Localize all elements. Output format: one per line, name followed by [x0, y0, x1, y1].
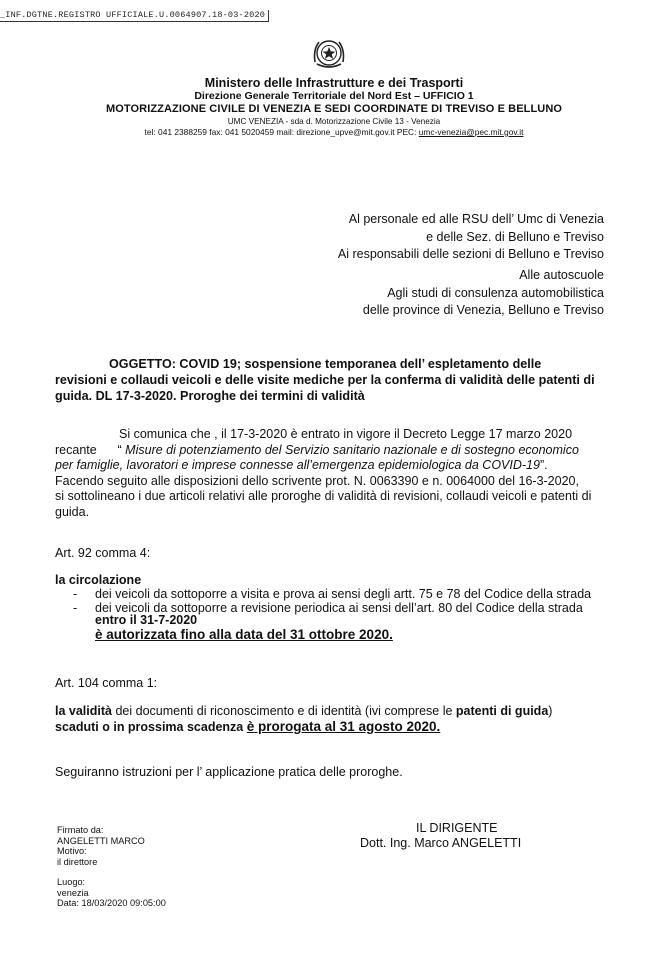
- recipients-group-1: [338, 211, 604, 264]
- subject: [55, 356, 615, 404]
- list-item-text: dei veicoli da sottoporre a revisione periodica ai sensi dell’art. 80 del Codice della strada: [95, 601, 583, 615]
- circolazione-title: la circolazione: [55, 573, 142, 587]
- place-label: Luogo:: [57, 877, 86, 887]
- header-direction: Direzione Generale Territoriale del Nord Est – UFFICIO 1: [194, 90, 474, 102]
- intro-line: [55, 458, 610, 474]
- validity-label: la validità: [55, 704, 112, 718]
- scaduti-text: scaduti o in prossima scadenza: [55, 720, 247, 734]
- contacts-text: tel: 041 2388259 fax: 041 5020459 mail: direzione_upve@mit.gov.it PEC:: [144, 127, 419, 137]
- italian-republic-emblem-icon: [311, 36, 347, 70]
- signature-date: Data: 18/03/2020 09:05:00: [57, 898, 166, 908]
- bullet-dash: -: [73, 587, 78, 601]
- protocol-stamp: _INF.DGTNE.REGISTRO UFFICIALE.U.0064907.18-03-2020: [0, 10, 269, 22]
- header-motorizzazione: MOTORIZZAZIONE CIVILE DI VENEZIA E SEDI COORDINATE DI TREVISO E BELLUNO: [105, 103, 563, 115]
- recipient-line: Agli studi di consulenza automobilistica: [387, 285, 604, 300]
- validity-line: [55, 703, 615, 719]
- pec-link[interactable]: umc-venezia@pec.mit.gov.it: [418, 127, 524, 137]
- decree-title: Misure di potenziamento del Servizio sanitario nazionale e di sostegno economico: [125, 442, 579, 457]
- patenti-label: patenti di guida: [455, 704, 549, 718]
- reason-value: il direttore: [57, 856, 98, 867]
- subject-line: OGGETTO: COVID 19; sospensione temporanea dell’ espletamento delle: [109, 357, 542, 371]
- recipient-line: Alle autoscuole: [519, 268, 604, 282]
- header-contacts: [0, 127, 668, 137]
- header-ministry: Ministero delle Infrastrutture e dei Trasporti: [204, 76, 464, 90]
- validity-paragraph: [55, 703, 615, 735]
- recipient-line: Al personale ed alle RSU dell’ Umc di Venezia: [348, 212, 604, 226]
- validity-line: [55, 719, 615, 735]
- bullet-dash: -: [73, 601, 78, 615]
- subject-line: revisioni e collaudi veicoli e delle visite mediche per la conferma di validità delle patenti di: [55, 373, 595, 387]
- validity-text: dei documenti di riconoscimento e di identità (ivi comprese le: [111, 704, 456, 718]
- list-item-text: dei veicoli da sottoporre a visita e prova ai sensi degli artt. 75 e 78 del Codice della strada: [95, 587, 592, 601]
- intro-line: [55, 443, 610, 459]
- validity-text: ): [548, 704, 553, 718]
- authorized-until: è autorizzata fino alla data del 31 ottobre 2020.: [95, 627, 393, 642]
- recipient-line: Ai responsabili delle sezioni di Belluno e Treviso: [337, 247, 604, 261]
- intro-paragraph: [55, 427, 610, 520]
- closing-sentence: Seguiranno istruzioni per l’ applicazione pratica delle proroghe.: [55, 765, 403, 779]
- digital-signature-block: [57, 825, 166, 909]
- recipient-line: e delle Sez. di Belluno e Treviso: [426, 229, 604, 244]
- intro-line: si sottolineano i due articoli relativi alle proroghe di validità di revisioni, collaudi veicoli e patenti di: [55, 489, 592, 503]
- deadline-entro: entro il 31-7-2020: [95, 613, 198, 627]
- intro-line: guida.: [55, 504, 90, 519]
- art104-heading: Art. 104 comma 1:: [55, 676, 158, 690]
- reason-label: Motivo:: [57, 846, 87, 856]
- header-address: UMC VENEZIA - sda d. Motorizzazione Civile 13 - Venezia: [227, 117, 441, 126]
- prorogata-text: è prorogata al 31 agosto 2020.: [246, 719, 441, 734]
- signature-title: IL DIRIGENTE: [416, 821, 498, 835]
- intro-line: Facendo seguito alle disposizioni dello scrivente prot. N. 0063390 e n. 0064000 del 16-3-2020,: [55, 473, 579, 488]
- signed-by-label: Firmato da:: [57, 825, 104, 835]
- decree-title-cont: per famiglie, lavoratori e imprese connesse all’emergenza epidemiologica da COVID-19: [55, 458, 540, 472]
- recipient-line: delle province di Venezia, Belluno e Treviso: [362, 303, 604, 317]
- recipients-group-2: [363, 267, 604, 320]
- intro-line: Si comunica che , il 17-3-2020 è entrato in vigore il Decreto Legge 17 marzo 2020: [119, 427, 573, 441]
- intro-text: recante “: [55, 442, 126, 457]
- art92-heading: Art. 92 comma 4:: [55, 546, 151, 560]
- intro-text: ”.: [539, 458, 548, 472]
- signed-by-value: ANGELETTI MARCO: [57, 835, 145, 846]
- list-item: [73, 587, 591, 601]
- place-value: venezia: [57, 887, 89, 898]
- subject-line: guida. DL 17-3-2020. Proroghe dei termini di validità: [55, 389, 365, 403]
- signature-name: Dott. Ing. Marco ANGELETTI: [360, 836, 522, 850]
